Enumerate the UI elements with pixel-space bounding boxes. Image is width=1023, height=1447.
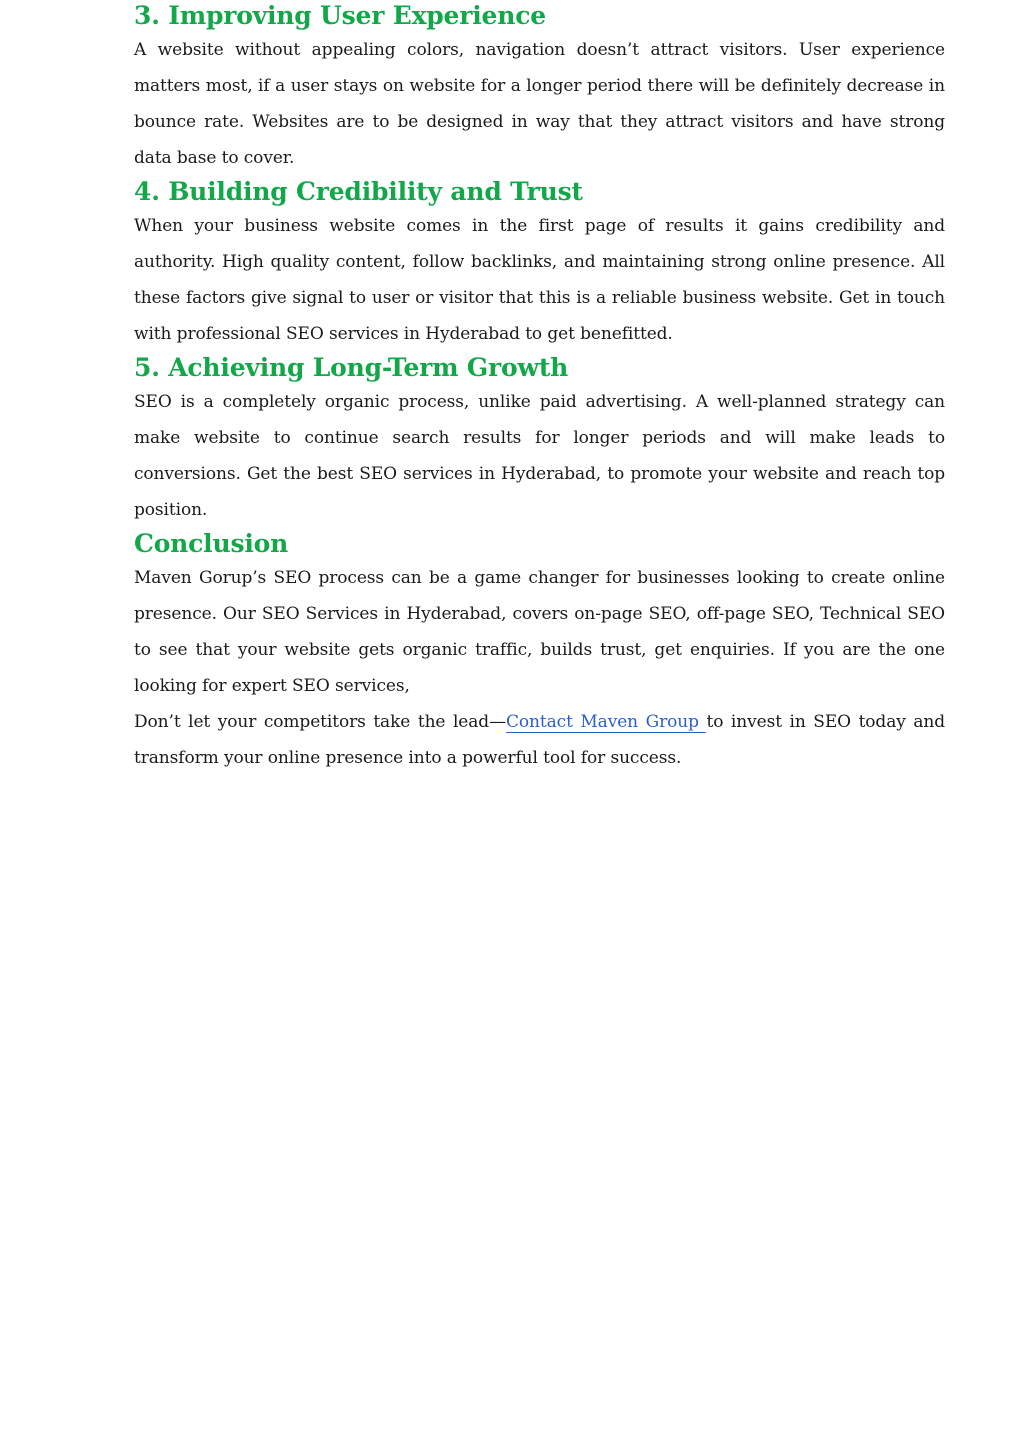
heading-long-term-growth: 5. Achieving Long-Term Growth — [134, 353, 569, 382]
paragraph-user-experience: A website without appealing colors, navigation doesn’t attract visitors. User experience matters most, if a user stays on website for a longer period there will be definitely decrease in bounce rate. Websites are to be designed in way that they attract visitors and have strong data base to cover. — [134, 40, 945, 168]
heading-improving-user-experience: 3. Improving User Experience — [134, 1, 546, 30]
document-page — [134, 0, 945, 776]
heading-building-credibility: 4. Building Credibility and Trust — [134, 177, 583, 206]
contact-maven-group-link[interactable]: Contact Maven Group — [505, 712, 707, 732]
paragraph-conclusion: Maven Gorup’s SEO process can be a game changer for businesses looking to create online presence. Our SEO Services in Hyderabad, covers on-page SEO, off-page SEO, Technical SEO to see that your website gets organic traffic, builds trust, get enquiries. If you are the one looking for expert SEO services, — [134, 568, 945, 696]
cta-text-before: Don’t let your competitors take the lead— — [134, 712, 506, 732]
heading-conclusion: Conclusion — [134, 529, 289, 558]
paragraph-call-to-action — [134, 704, 945, 776]
cta-text-after: to invest in SEO today and transform your online presence into a powerful tool for success. — [134, 712, 946, 768]
paragraph-long-term-growth: SEO is a completely organic process, unlike paid advertising. A well-planned strategy can make website to continue search results for longer periods and will make leads to conversions. Get the best SEO services in Hyderabad, to promote your website and reach top position. — [134, 392, 945, 520]
paragraph-credibility: When your business website comes in the first page of results it gains credibility and authority. High quality content, follow backlinks, and maintaining strong online presence. All these factors give signal to user or visitor that this is a reliable business website. Get in touch with professional SEO services in Hyderabad to get benefitted. — [134, 216, 945, 344]
